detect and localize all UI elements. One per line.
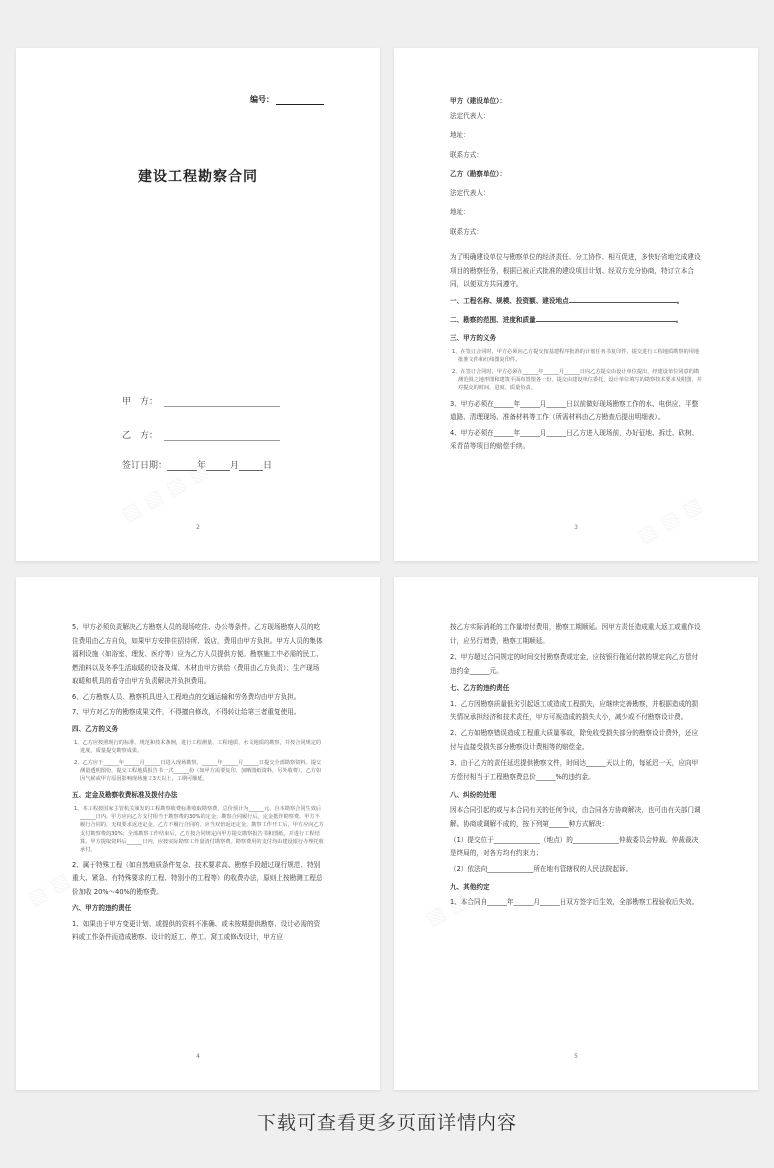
contract-page-3 <box>394 48 758 561</box>
party-a-label: 甲 方： <box>122 397 159 407</box>
clause-6-2: 2、甲方超过合同规定的时间交付勘察费或定金，应按银行拖延付款的规定向乙方偿付违约金______元。 <box>450 652 699 675</box>
page-number: 3 <box>574 524 578 531</box>
intro-paragraph: 为了明确建设单位与勘察单位的经济责任、分工协作、相互促进，多快好省地完成建设项目的勘察任务，根据已被正式批准的建设项目计划、经双方充分协商，特订立本合同，以便双方共同遵守。 <box>450 252 701 289</box>
clause-7-2: 2、乙方如勘察错误造成工程重大质量事故，除免收受损失部分的勘察设计费外，还应付与直接受损失部分勘察设计费相等的赔偿金。 <box>450 729 699 752</box>
day-label: 日 <box>263 461 273 471</box>
party-b-underline <box>164 431 280 441</box>
year-label: 年 <box>197 461 207 471</box>
party-b-signature-line <box>122 428 280 441</box>
page-number: 5 <box>574 1053 578 1060</box>
party-b-label: 乙 方： <box>122 431 159 441</box>
download-caption: 下载可查看更多页面详情内容 <box>256 1112 517 1134</box>
signing-date-row <box>122 458 272 471</box>
clause-3-7: 7、甲方对乙方的勘察成果文件，不得擅自修改，不得转让给第三者重复使用。 <box>72 708 301 717</box>
clause-7-1: 1、乙方因勘察质量低劣引起返工或造成工程损失，应继续完善勘察，并根据造成的损失情况承担经济和技术责任，甲方可视造成的损失大小，减少或不付勘察设计费。 <box>450 699 699 722</box>
section-5-heading: 五、定金及勘察收费标准及拨付办法 <box>72 791 178 800</box>
party-a-heading: 甲方（建设单位）： <box>450 97 507 105</box>
clause-8-intro: 因本合同引起的或与本合同有关的任何争议，由合同各方协商解决，也可由有关部门调解。协商或调解不成的，按下列第______种方式解决： <box>450 805 701 828</box>
section-9-heading: 九、其他约定 <box>450 883 490 892</box>
contract-cover-page <box>16 48 380 561</box>
watermark <box>633 492 706 548</box>
page-4-body <box>72 621 324 945</box>
section-3-heading: 三、甲方的义务 <box>450 333 497 342</box>
page-number: 2 <box>196 524 200 531</box>
serial-label: 编号： <box>250 95 274 104</box>
page-3-body <box>450 96 702 453</box>
serial-underline <box>276 96 324 105</box>
month-label: 月 <box>230 461 240 471</box>
clause-3-4: 4、甲方必须在______年______月______日乙方进入现场前，办好征地、拆迁、砍树、采青苗等项目的赔偿手续。 <box>450 428 699 450</box>
clause-3-5: 5、甲方必须负责解决乙方勘察人员的现场吃住、办公等条件。乙方现场勘察人员的吃住费用由乙方自负，如果甲方安排住招待所、饭店，费用由甲方负担。甲方人员的集体福利设施（如浴室、理发、医疗等）应为乙方人员提供方便。勘察施工中必需的民工、燃油料以及冬季生活取暖的设备及煤、木材由甲方供给（费用由乙方负责）；生产现场取暖和机具的看守由甲方负责解决并负担费用。 <box>72 623 323 686</box>
party-a-representative: 法定代表人： <box>450 112 490 121</box>
watermark <box>23 867 74 910</box>
section-7-heading: 七、乙方的违约责任 <box>450 684 510 693</box>
section-2-heading: 二、勘察的范围、进度和质量 。 <box>450 315 683 324</box>
contract-page-5 <box>394 577 758 1090</box>
section-8-heading: 八、纠纷的处理 <box>450 790 497 799</box>
clause-8-2: （2）依法向______________所在地有管辖权的人民法院起诉。 <box>450 865 633 874</box>
clause-3-2: 2、在签订合同时，甲方必须在______年______月______日向乙方提交由设计单位提出，经建设单位同意的勘测范围之地形图和建筑平面布置图各一份，提交由建设单位委托，设计单位填写的勘察技术要求及附图，并对提交的时间、进度、质量负责。 <box>452 369 702 392</box>
clause-8-1: （1）提交位于______________（地点）的______________仲裁委员会仲裁。仲裁裁决是终局的，对各方均有约束力； <box>450 835 699 858</box>
contract-page-4 <box>16 577 380 1090</box>
signing-date-label: 签订日期： <box>122 461 168 471</box>
serial-number-field <box>250 94 324 105</box>
clause-6-1-end: 按乙方实际消耗的工作量增付费用，勘察工期顺延。因甲方责任造成重大返工或重作设计，应另行增费，勘察工期顺延。 <box>450 623 701 645</box>
party-a-underline <box>164 397 280 407</box>
party-a-address: 地址： <box>450 131 470 140</box>
party-b-heading: 乙方（勘察单位）： <box>450 169 507 178</box>
page-5-body <box>450 621 702 910</box>
party-a-signature-line <box>122 394 280 407</box>
contract-title: 建设工程勘察合同 <box>138 169 258 185</box>
clause-3-6: 6、乙方勘察人员、勘察机具进入工程地点的交通运输和劳务费均由甲方负担。 <box>72 692 301 701</box>
clause-3-1: 1、在签订合同时，甲方必须向乙方提交按基建程序批准的计划任务书复印件，提交进行工程地质勘察的用地批准文件和红线图复印件。 <box>452 348 700 363</box>
page-number: 4 <box>196 1053 200 1060</box>
clause-4-2: 2、乙方应于______年______月______日进入现场勘察，______年______月______日提交全部勘察资料。提交测量透明图份，提交工程地质报告书一式______份（如甲方需要复印、加晒图纸资料，另外收费）。乙方如因气候或甲方原因影响现场施工3天以上，工期可顺延。 <box>74 759 322 783</box>
party-b-representative: 法定代表人： <box>450 189 490 198</box>
clause-7-3: 3、由于乙方的责任延迟提供勘察文件，时间达______天以上的，每延迟一天，应向甲方偿付相当于工程勘察费总价______%的违约金。 <box>450 758 699 781</box>
party-b-address: 地址： <box>450 208 470 217</box>
clause-3-3: 3、甲方必须在______年______月______日以前做好现场勘察工作的水、电供应、平整道路、清理现场、准备材料等工作（所需材料由乙方勘查后提出明细表）。 <box>450 400 699 422</box>
clause-5-2: 2、属于特殊工程（如自然地质条件复杂、技术要求高、勘察手段超过现行规范、特别重大、紧急、有特殊要求的工程、特别小的工程等）的收费办法，原则上按勘测工程总价加收 20%～40%的勘察费。 <box>72 860 323 896</box>
section-6-heading: 六、甲方的违约责任 <box>72 904 132 913</box>
section-4-heading: 四、乙方的义务 <box>72 724 119 733</box>
clause-6-1-start: 1、如果由于甲方变更计划、或提供的资料不准确、或未按期提供勘察、设计必需的资料或工作条件而造成勘察、设计的返工、停工、窝工或修改设计，甲方应 <box>72 919 321 942</box>
party-a-contact: 联系方式： <box>450 150 483 159</box>
clause-4-1: 1、乙方应按照现行的标准、规范和技术条例，进行工程测量、工程地质、水文地质的勘察，并按合同规定的进度、质量提交勘察成果。 <box>74 739 322 754</box>
clause-5-1: 1、本工程按国家主管机关颁发的工程勘察收费标准收取勘察费，总价预计为______元，自本勘察合同生效后______日内，甲方应向乙方支付相当于勘察费的30%的定金；勘察合同履行后，定金抵作勘察费。甲方不履行合同的，无权要求返还定金。乙方不履行合同的，应当双倍返还定金。勘察工作开工后，甲方应向乙方支付勘察费的30%；全部勘察工作结束后，乙方按合同规定向甲方提交勘察报告书和图纸，并进行工程结算。甲方提取资料后______日内，应按实际勘察工作量清付勘察费。勘察费用的支付均由建设银行办理托收承付。 <box>74 806 324 853</box>
clause-9-1: 1、本合同自______年______月______日双方签字后生效，全部勘察工程验收后失效。 <box>450 898 699 907</box>
section-1-heading: 一、工程名称、规模、投资额、建设地点 。 <box>450 297 684 306</box>
party-b-contact: 联系方式： <box>450 227 483 236</box>
